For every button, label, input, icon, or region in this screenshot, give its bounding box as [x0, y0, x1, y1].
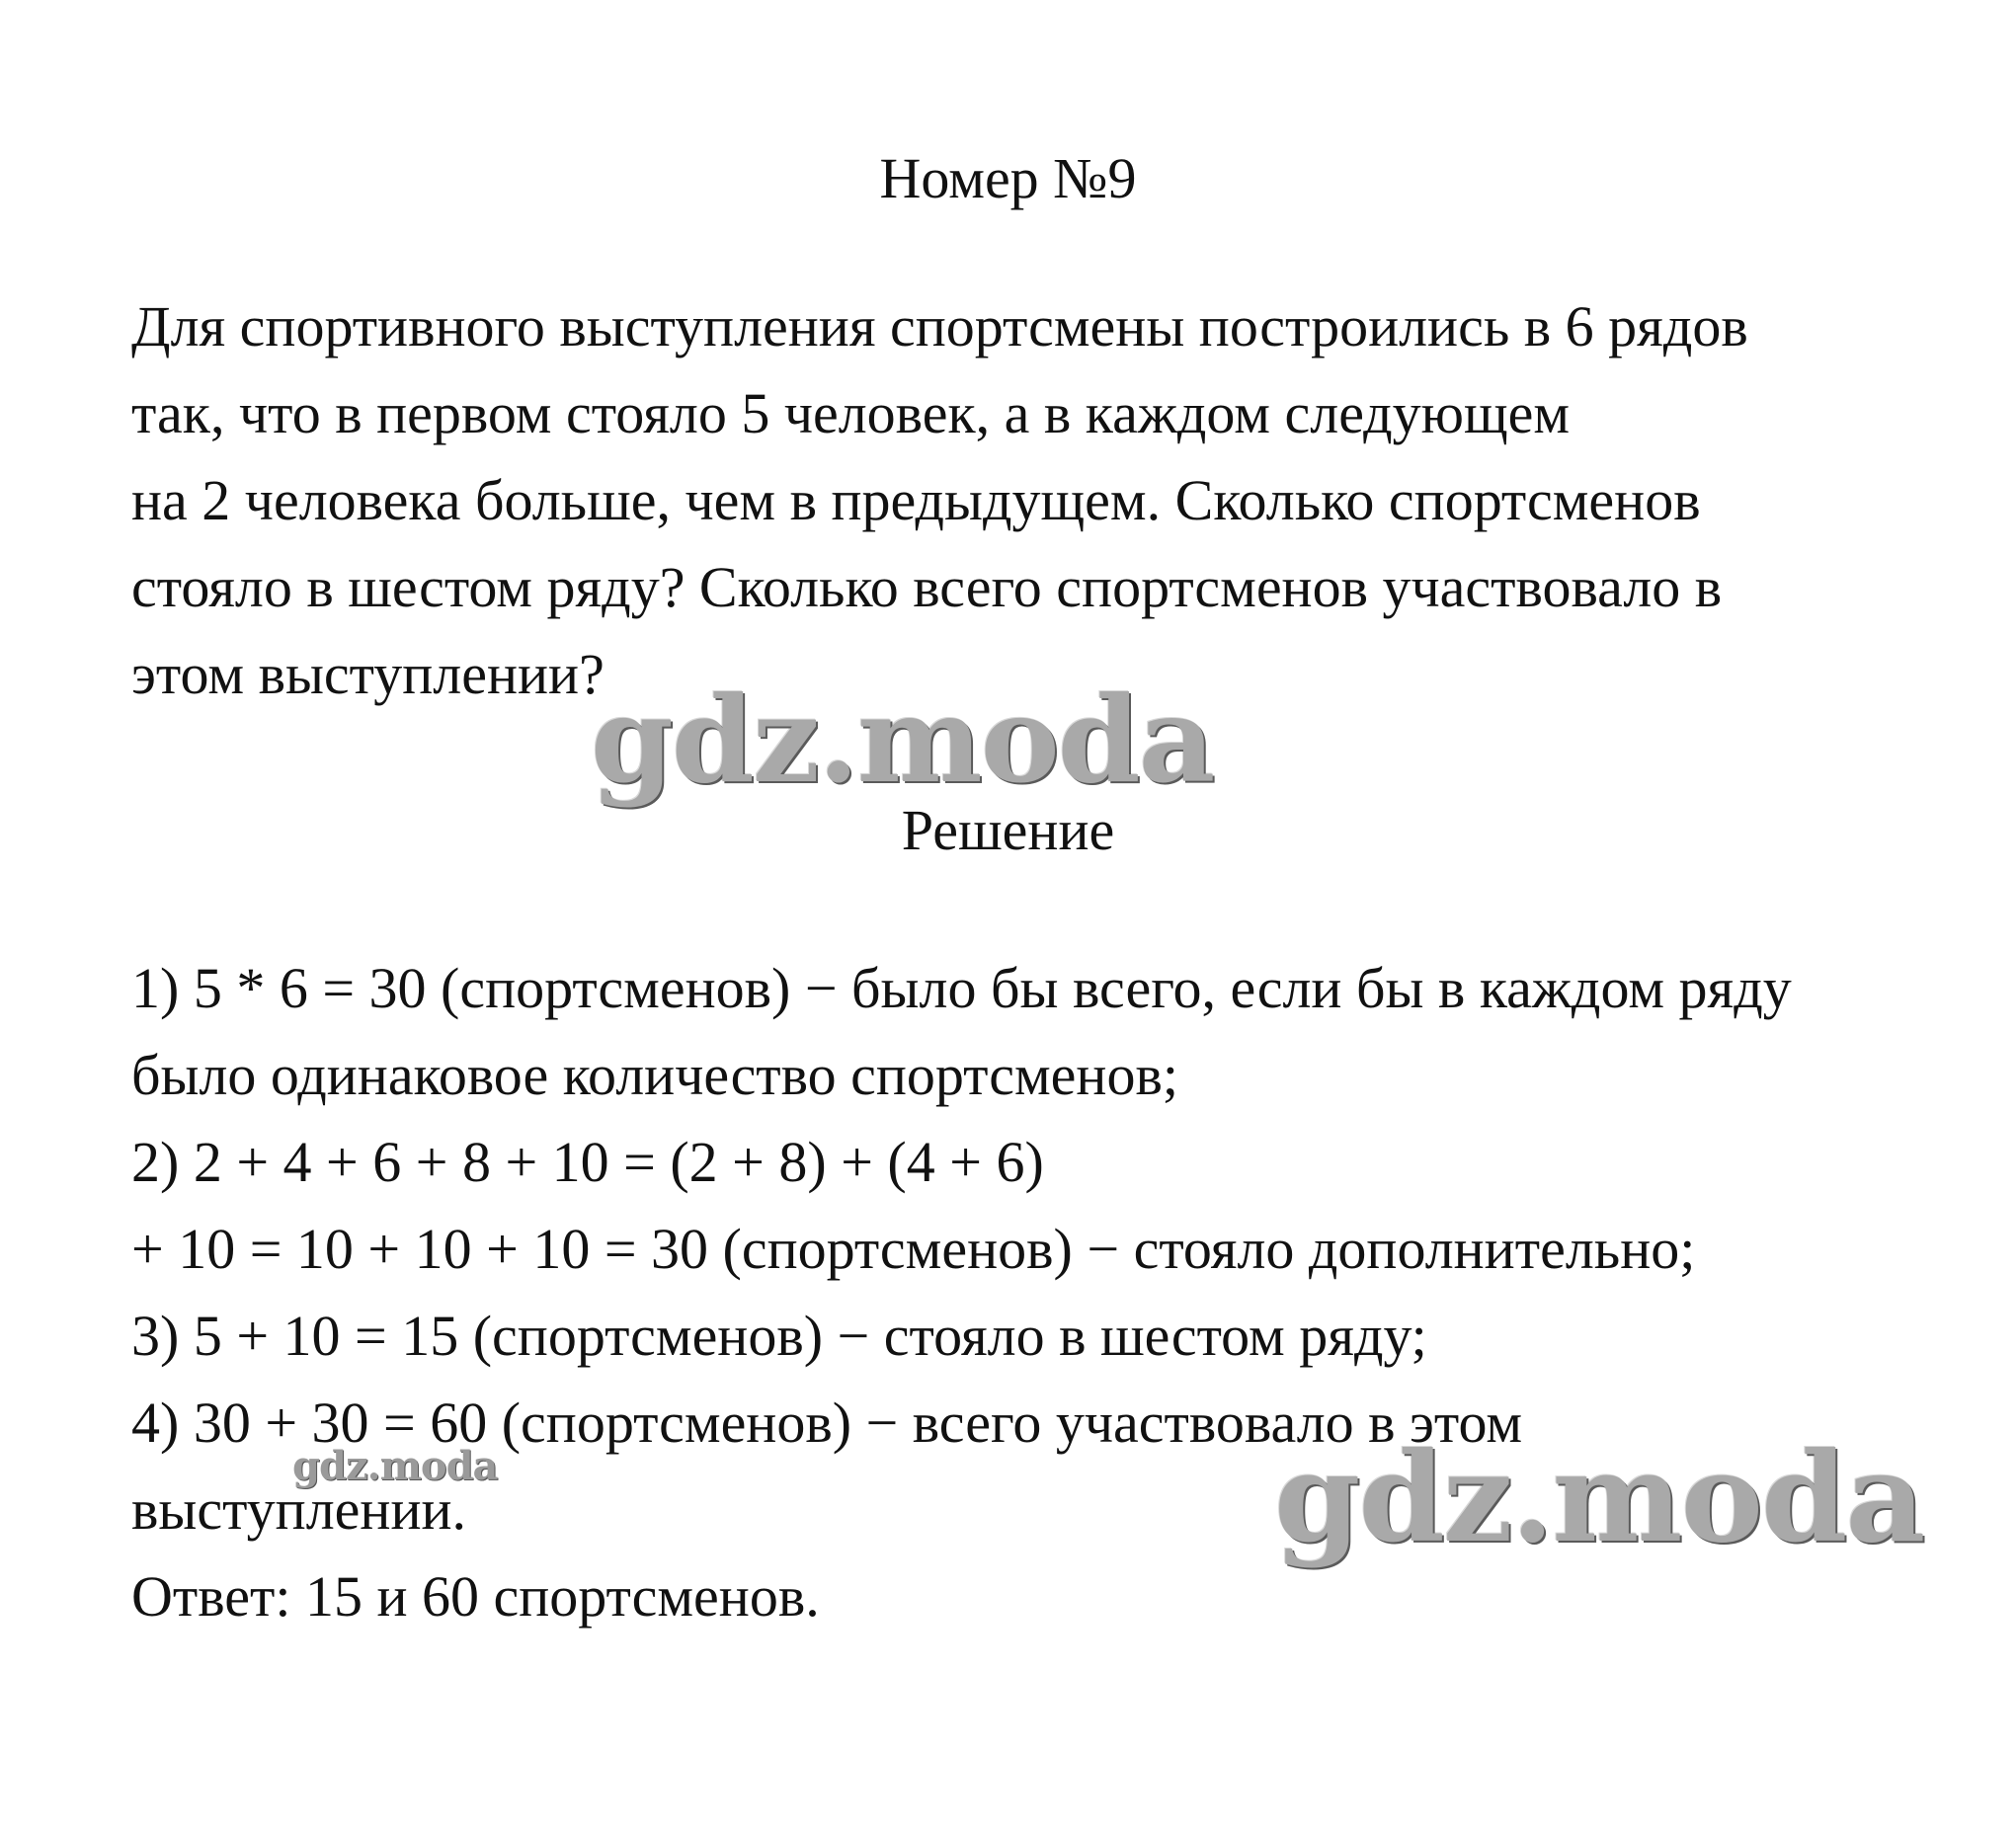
solution-line: 2) 2 + 4 + 6 + 8 + 10 = (2 + 8) + (4 + 6) — [131, 1130, 1044, 1194]
answer-line: Ответ: 15 и 60 спортсменов. — [131, 1564, 820, 1629]
problem-line: этом выступлении? — [131, 642, 605, 706]
watermark-logo: gdz.moda — [1274, 1426, 1924, 1570]
solution-line: 4) 30 + 30 = 60 (спортсменов) − всего участвовало в этом — [131, 1391, 1523, 1455]
problem-line: Для спортивного выступления спортсмены построились в 6 рядов — [131, 294, 1748, 358]
solution-line: было одинаковое количество спортсменов; — [131, 1043, 1178, 1107]
solution-line: 3) 5 + 10 = 15 (спортсменов) − стояло в шестом ряду; — [131, 1304, 1427, 1368]
solution-line: + 10 = 10 + 10 + 10 = 30 (спортсменов) − стояло дополнительно; — [131, 1217, 1696, 1281]
watermark-logo: gdz.moda — [292, 1443, 498, 1489]
solution-line: 1) 5 * 6 = 30 (спортсменов) − было бы всего, если бы в каждом ряду — [131, 956, 1792, 1020]
problem-title: Номер №9 — [879, 146, 1137, 210]
problem-line: так, что в первом стояло 5 человек, а в каждом следующем — [131, 381, 1571, 445]
problem-line: стояло в шестом ряду? Сколько всего спортсменов участвовало в — [131, 555, 1723, 619]
solution-line: выступлении. — [131, 1477, 467, 1542]
watermark-logo: gdz.moda — [591, 671, 1214, 810]
problem-line: на 2 человека больше, чем в предыдущем. Сколько спортсменов — [131, 468, 1701, 532]
solution-heading: Решение — [901, 798, 1115, 862]
